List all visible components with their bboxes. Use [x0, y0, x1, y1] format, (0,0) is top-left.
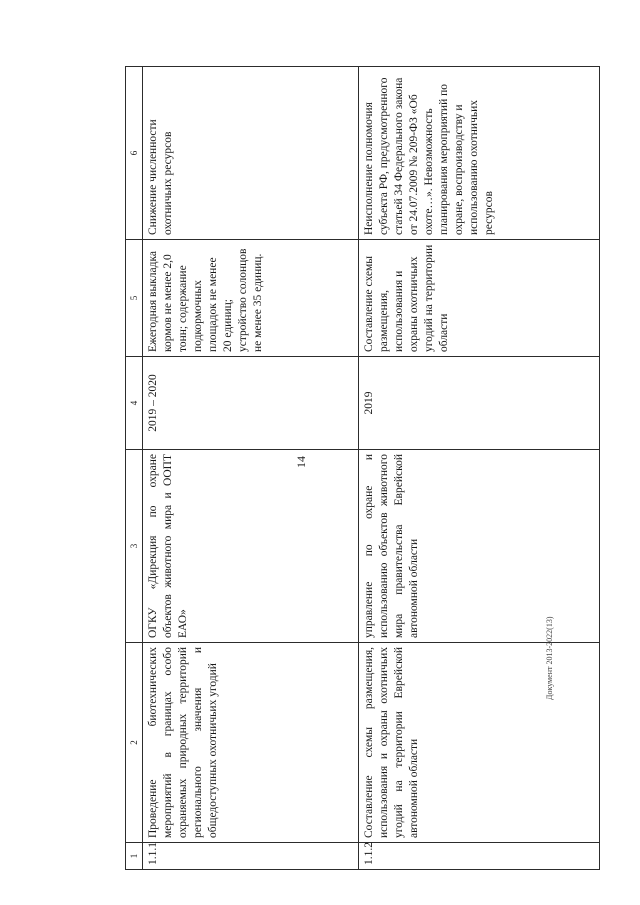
period-cell: 2019 [358, 357, 599, 450]
activity-cell: Составление схемы размещения, использования и охраны охотничьих угодий на территории Еврейской автономной области [358, 643, 599, 843]
column-number: 5 [126, 240, 143, 357]
executor-cell: управление по охране и использованию объектов животного мира правительства Еврейской автономной области [358, 450, 599, 643]
column-number: 2 [126, 643, 143, 843]
result-cell: Составление схемы размещения, использования и охраны охотничьих угодий на территории области [358, 240, 599, 357]
consequence-cell: Снижение численности охотничьих ресурсов [143, 67, 359, 240]
activity-cell: Проведение биотехнических мероприятий в границах особо охраняемых природных территорий регионального значения и общедоступных охотничьих угодий [143, 643, 359, 843]
column-number: 3 [126, 450, 143, 643]
column-number: 4 [126, 357, 143, 450]
result-cell: Ежегодная выкладка кормов не менее 2,0 тонн; содержание подкормочных площадок не менее 20 единиц; устройство солонцов не менее 35 единиц. [143, 240, 359, 357]
table-row [358, 67, 599, 870]
column-number: 1 [126, 843, 143, 870]
rotated-table-container [125, 77, 600, 870]
document-footer: Документ 2013-2022(13) [545, 616, 554, 700]
column-number-row [126, 67, 143, 870]
row-number: 1.1.2 [358, 843, 599, 870]
consequence-cell: Неисполнение полномочия субъекта РФ, предусмотренного статьей 34 Федерального закона от 24.07.2009 № 209-ФЗ «Об охоте…». Невозможность планирования мероприятий по охране, воспроизводству и использованию охотничьих ресурсов [358, 67, 599, 240]
executor-cell: ОГКУ «Дирекция по охране объектов животного мира и ООПТ ЕАО» [143, 450, 359, 643]
page-number: 14 [294, 456, 308, 468]
column-number: 6 [126, 67, 143, 240]
program-table [125, 66, 600, 870]
period-cell: 2019 – 2020 [143, 357, 359, 450]
row-number: 1.1.1 [143, 843, 359, 870]
table-row [143, 67, 359, 870]
